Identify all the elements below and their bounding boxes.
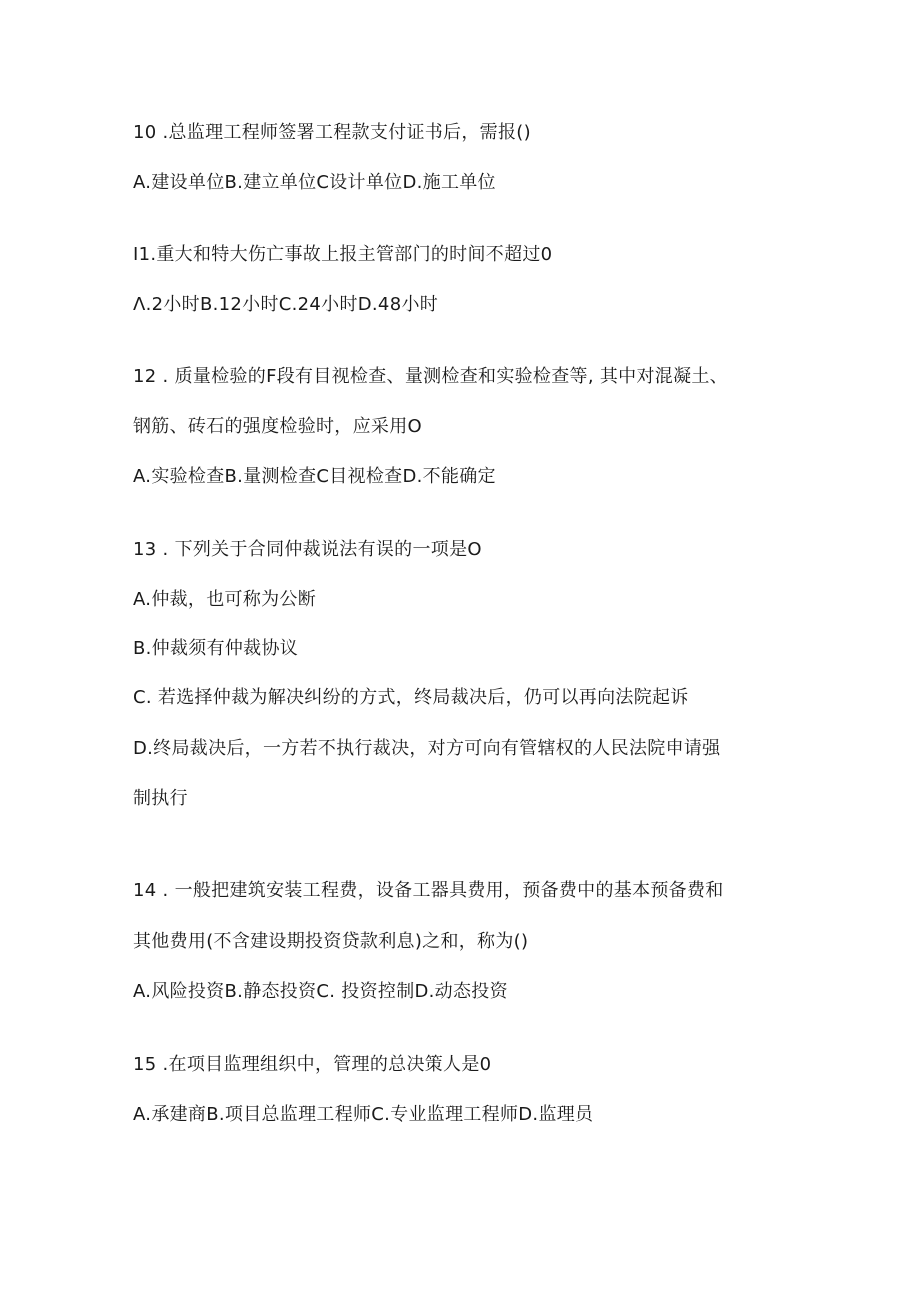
question-stem: 其他费用(不含建设期投资贷款利息)之和，称为() [133, 931, 529, 952]
option-d: D.终局裁决后，一方若不执行裁决，对方可向有管辖权的人民法院申请强 [133, 738, 721, 759]
question-options: A.建设单位B.建立单位C设计单位D.施工单位 [133, 172, 496, 193]
option-d-continued: 制执行 [133, 788, 188, 809]
question-stem: 13 . 下列关于合同仲裁说法有误的一项是O [133, 539, 482, 560]
option-a: A.仲裁，也可称为公断 [133, 589, 317, 610]
question-stem: 钢筋、砖石的强度检验时，应采用O [133, 416, 422, 437]
option-b: B.仲裁须有仲裁协议 [133, 638, 299, 659]
question-stem: 14 . 一般把建筑安装工程费，设备工器具费用，预备费中的基本预备费和 [133, 880, 724, 901]
question-stem: 15 .在项目监理组织中，管理的总决策人是0 [133, 1054, 492, 1075]
question-options: A.承建商B.项目总监理工程师C.专业监理工程师D.监理员 [133, 1104, 594, 1125]
question-options: A.风险投资B.静态投资C. 投资控制D.动态投资 [133, 981, 508, 1002]
question-options: A.实验检查B.量测检查C目视检查D.不能确定 [133, 466, 496, 487]
option-c: C. 若选择仲裁为解决纠纷的方式，终局裁决后，仍可以再向法院起诉 [133, 687, 689, 708]
question-stem: 12 . 质量检验的F段有目视检查、量测检查和实验检查等, 其中对混凝土、 [133, 366, 728, 387]
question-stem: 10 .总监理工程师签署工程款支付证书后，需报() [133, 122, 531, 143]
question-options: Λ.2小时B.12小时C.24小时D.48小时 [133, 294, 439, 315]
question-stem: I1.重大和特大伤亡事故上报主管部门的时间不超过0 [133, 244, 553, 265]
